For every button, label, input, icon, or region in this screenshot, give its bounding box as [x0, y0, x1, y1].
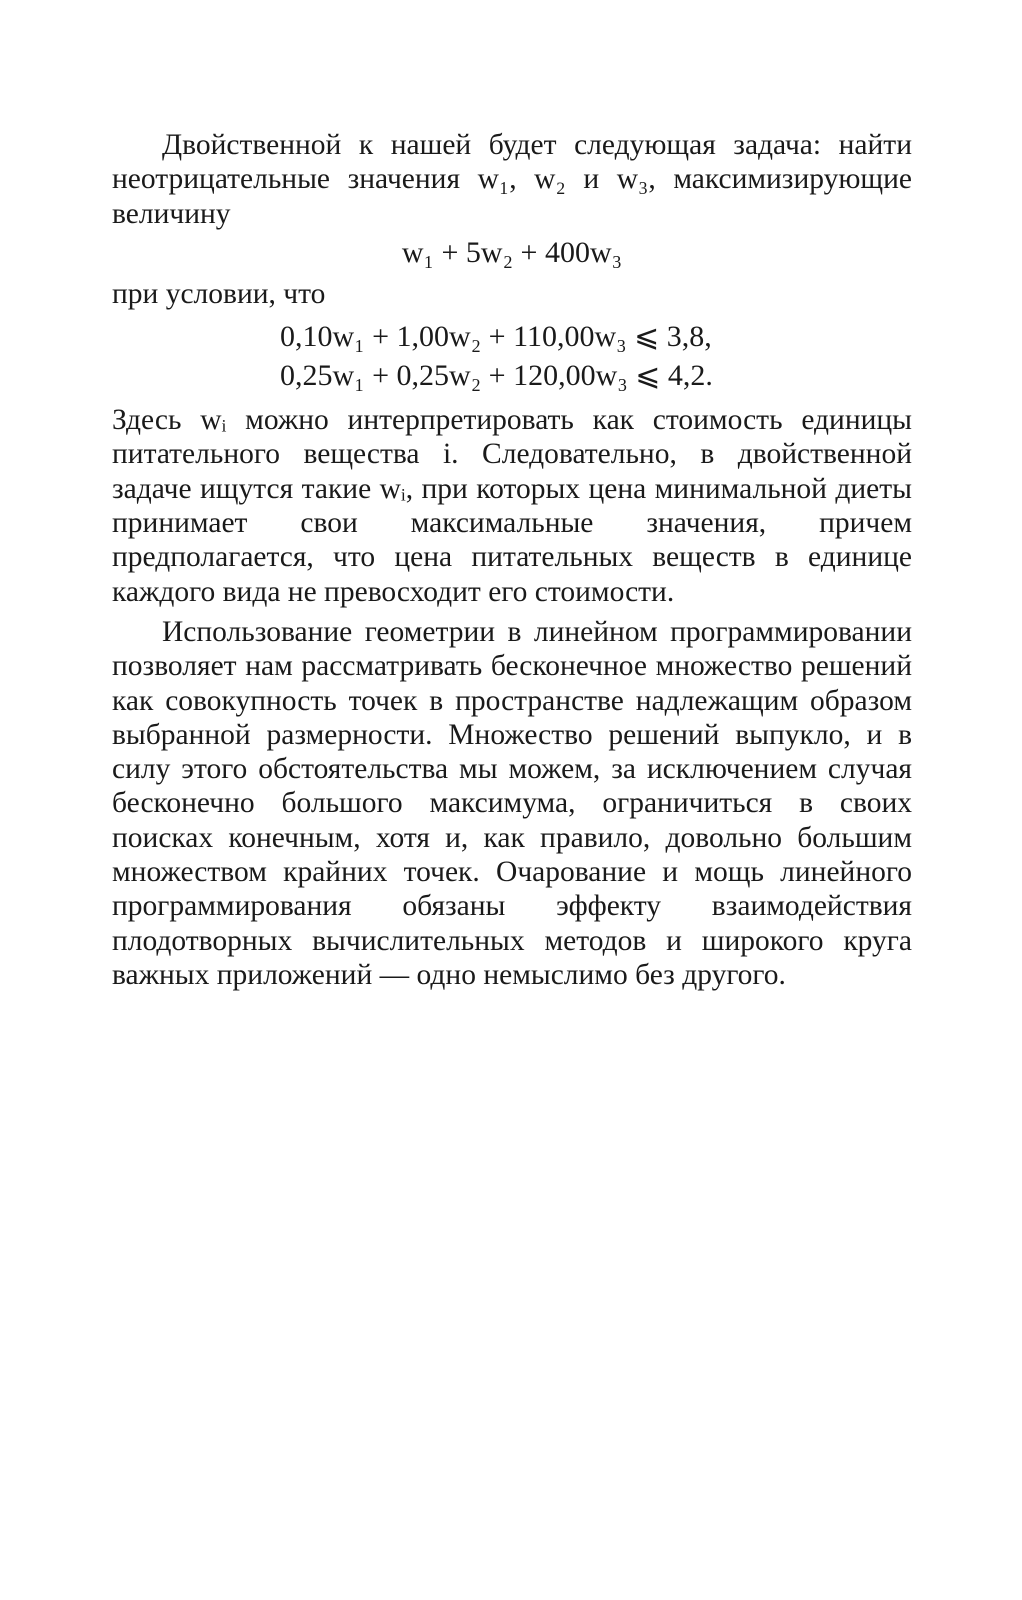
document-page — [112, 128, 912, 992]
geometry-paragraph: Использование геометрии в линейном программировании позволяет нам рассматривать бесконечное множество решений как совокупность точек в пространстве надлежащим образом выбранной размерности. Множество решений выпукло, и в силу этого обстоятельства мы можем, за исключением случая бесконечно большого максимума, ограничиться в своих поисках конечным, хотя и, как правило, довольно большим множеством крайних точек. Очарование и мощь линейного программирования обязаны эффекту взаимодействия плодотворных вычислительных методов и широкого круга важных приложений — одно немыслимо без другого. — [112, 615, 912, 991]
constraint-1: 0,10w₁ + 1,00w₂ + 110,00w₃ ⩽ 3,8, — [280, 320, 712, 354]
objective-formula: w₁ + 5w₂ + 400w₃ — [401, 235, 623, 269]
interpretation-paragraph: Здесь wᵢ можно интерпретировать как стоимость единицы питательного вещества i. Следовательно, в двойственной задаче ищутся такие wᵢ, при которых цена минимальной диеты принимает свои максимальные значения, причем предполагается, что цена питательных веществ в единице каждого вида не превосходит его стоимости. — [112, 404, 912, 608]
dual-problem-paragraph: Двойственной к нашей будет следующая задача: найти неотрицательные значения w₁, w₂ и w₃, максимизирующие величину — [112, 129, 912, 230]
condition-label: при условии, что — [112, 277, 326, 310]
constraint-2: 0,25w₁ + 0,25w₂ + 120,00w₃ ⩽ 4,2. — [280, 359, 713, 393]
constraints-block — [112, 317, 912, 395]
